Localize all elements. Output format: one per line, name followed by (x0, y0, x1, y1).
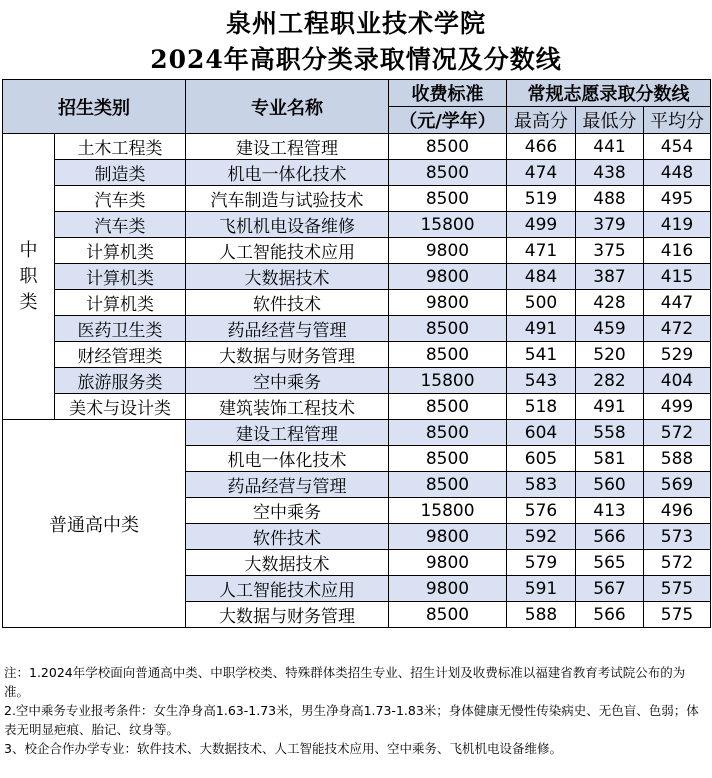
major-cell: 机电一体化技术 (186, 160, 389, 186)
major-cell: 药品经营与管理 (186, 472, 389, 498)
title-line-1: 泉州工程职业技术学院 (225, 9, 486, 38)
avg-score-cell: 404 (644, 368, 711, 394)
fee-cell: 8500 (389, 420, 507, 446)
subcategory-cell: 财经管理类 (55, 342, 186, 368)
fee-cell: 8500 (389, 186, 507, 212)
major-cell: 大数据与财务管理 (186, 342, 389, 368)
header-max: 最高分 (507, 107, 576, 134)
fee-cell: 9800 (389, 238, 507, 264)
category-zhongzhi (3, 134, 55, 420)
avg-score-cell: 496 (644, 498, 711, 524)
header-major: 专业名称 (186, 80, 389, 134)
max-score-cell: 605 (507, 446, 576, 472)
avg-score-cell: 572 (644, 420, 711, 446)
min-score-cell: 567 (576, 576, 644, 602)
subcategory-cell: 制造类 (55, 160, 186, 186)
table-row (3, 420, 711, 446)
avg-score-cell: 495 (644, 186, 711, 212)
table-row (3, 186, 711, 212)
major-cell: 建设工程管理 (186, 420, 389, 446)
table-row (3, 342, 711, 368)
min-score-cell: 566 (576, 602, 644, 628)
header-fee-line1: 收费标准 (389, 80, 507, 107)
avg-score-cell: 448 (644, 160, 711, 186)
subcategory-cell: 计算机类 (55, 264, 186, 290)
fee-cell: 8500 (389, 394, 507, 420)
avg-score-cell: 569 (644, 472, 711, 498)
avg-score-cell: 529 (644, 342, 711, 368)
fee-cell: 8500 (389, 342, 507, 368)
max-score-cell: 592 (507, 524, 576, 550)
fee-cell: 15800 (389, 498, 507, 524)
min-score-cell: 491 (576, 394, 644, 420)
avg-score-cell: 499 (644, 394, 711, 420)
notes (4, 663, 708, 758)
title-line-2: 2024年高职分类录取情况及分数线 (150, 45, 562, 74)
min-score-cell: 441 (576, 134, 644, 160)
subcategory-cell: 美术与设计类 (55, 394, 186, 420)
fee-cell: 8500 (389, 472, 507, 498)
fee-cell: 8500 (389, 160, 507, 186)
subcategory-cell: 计算机类 (55, 290, 186, 316)
max-score-cell: 518 (507, 394, 576, 420)
avg-score-cell: 454 (644, 134, 711, 160)
table-row (3, 264, 711, 290)
major-cell: 软件技术 (186, 524, 389, 550)
max-score-cell: 583 (507, 472, 576, 498)
category-zhongzhi-label: 中职类 (19, 239, 38, 313)
table-body (3, 134, 711, 628)
note-2: 2.空中乘务专业报考条件：女生净身高1.63-1.73米，男生净身高1.73-1.83米；身体健康无慢性传染病史、无色盲、色弱；体表无明显疤痕、胎记、纹身等。 (4, 703, 699, 737)
avg-score-cell: 572 (644, 550, 711, 576)
major-cell: 空中乘务 (186, 368, 389, 394)
avg-score-cell: 573 (644, 524, 711, 550)
admission-table (2, 79, 711, 628)
table-row (3, 160, 711, 186)
min-score-cell: 438 (576, 160, 644, 186)
table-row (3, 368, 711, 394)
max-score-cell: 543 (507, 368, 576, 394)
fee-cell: 9800 (389, 550, 507, 576)
max-score-cell: 604 (507, 420, 576, 446)
major-cell: 建筑装饰工程技术 (186, 394, 389, 420)
fee-cell: 15800 (389, 368, 507, 394)
min-score-cell: 560 (576, 472, 644, 498)
min-score-cell: 413 (576, 498, 644, 524)
header-score-group: 常规志愿录取分数线 (507, 80, 711, 107)
major-cell: 大数据技术 (186, 264, 389, 290)
min-score-cell: 488 (576, 186, 644, 212)
major-cell: 大数据与财务管理 (186, 602, 389, 628)
table-row (3, 316, 711, 342)
fee-cell: 9800 (389, 290, 507, 316)
min-score-cell: 566 (576, 524, 644, 550)
min-score-cell: 375 (576, 238, 644, 264)
avg-score-cell: 447 (644, 290, 711, 316)
avg-score-cell: 472 (644, 316, 711, 342)
table-row (3, 134, 711, 160)
fee-cell: 8500 (389, 602, 507, 628)
max-score-cell: 579 (507, 550, 576, 576)
note-1: 注：1.2024年学校面向普通高中类、中职学校类、特殊群体类招生专业、招生计划及收费标准以福建省教育考试院公布的为准。 (4, 665, 686, 699)
subcategory-cell: 医药卫生类 (55, 316, 186, 342)
fee-cell: 8500 (389, 316, 507, 342)
note-3: 3、校企合作办学专业：软件技术、大数据技术、人工智能技术应用、空中乘务、飞机机电设备维修。 (4, 741, 562, 756)
major-cell: 建设工程管理 (186, 134, 389, 160)
max-score-cell: 576 (507, 498, 576, 524)
max-score-cell: 491 (507, 316, 576, 342)
avg-score-cell: 415 (644, 264, 711, 290)
fee-cell: 9800 (389, 264, 507, 290)
fee-cell: 8500 (389, 134, 507, 160)
header-min: 最低分 (576, 107, 644, 134)
avg-score-cell: 575 (644, 576, 711, 602)
max-score-cell: 474 (507, 160, 576, 186)
avg-score-cell: 575 (644, 602, 711, 628)
subcategory-cell: 土木工程类 (55, 134, 186, 160)
table-row (3, 394, 711, 420)
major-cell: 大数据技术 (186, 550, 389, 576)
table-row (3, 238, 711, 264)
max-score-cell: 484 (507, 264, 576, 290)
avg-score-cell: 588 (644, 446, 711, 472)
table-row (3, 290, 711, 316)
min-score-cell: 581 (576, 446, 644, 472)
major-cell: 机电一体化技术 (186, 446, 389, 472)
header-category: 招生类别 (3, 80, 186, 134)
major-cell: 空中乘务 (186, 498, 389, 524)
subcategory-cell: 计算机类 (55, 238, 186, 264)
max-score-cell: 499 (507, 212, 576, 238)
subcategory-cell: 旅游服务类 (55, 368, 186, 394)
fee-cell: 9800 (389, 576, 507, 602)
fee-cell: 15800 (389, 212, 507, 238)
max-score-cell: 541 (507, 342, 576, 368)
header-avg: 平均分 (644, 107, 711, 134)
table-row (3, 212, 711, 238)
major-cell: 软件技术 (186, 290, 389, 316)
major-cell: 人工智能技术应用 (186, 576, 389, 602)
fee-cell: 9800 (389, 524, 507, 550)
category-putong: 普通高中类 (3, 420, 186, 628)
fee-cell: 8500 (389, 446, 507, 472)
avg-score-cell: 419 (644, 212, 711, 238)
major-cell: 人工智能技术应用 (186, 238, 389, 264)
avg-score-cell: 416 (644, 238, 711, 264)
min-score-cell: 565 (576, 550, 644, 576)
min-score-cell: 428 (576, 290, 644, 316)
subcategory-cell: 汽车类 (55, 186, 186, 212)
major-cell: 药品经营与管理 (186, 316, 389, 342)
max-score-cell: 471 (507, 238, 576, 264)
min-score-cell: 387 (576, 264, 644, 290)
max-score-cell: 588 (507, 602, 576, 628)
min-score-cell: 282 (576, 368, 644, 394)
max-score-cell: 466 (507, 134, 576, 160)
max-score-cell: 519 (507, 186, 576, 212)
min-score-cell: 558 (576, 420, 644, 446)
subcategory-cell: 汽车类 (55, 212, 186, 238)
max-score-cell: 500 (507, 290, 576, 316)
max-score-cell: 591 (507, 576, 576, 602)
min-score-cell: 379 (576, 212, 644, 238)
min-score-cell: 459 (576, 316, 644, 342)
major-cell: 汽车制造与试验技术 (186, 186, 389, 212)
major-cell: 飞机机电设备维修 (186, 212, 389, 238)
min-score-cell: 520 (576, 342, 644, 368)
header-fee-line2: （元/学年） (389, 107, 507, 134)
